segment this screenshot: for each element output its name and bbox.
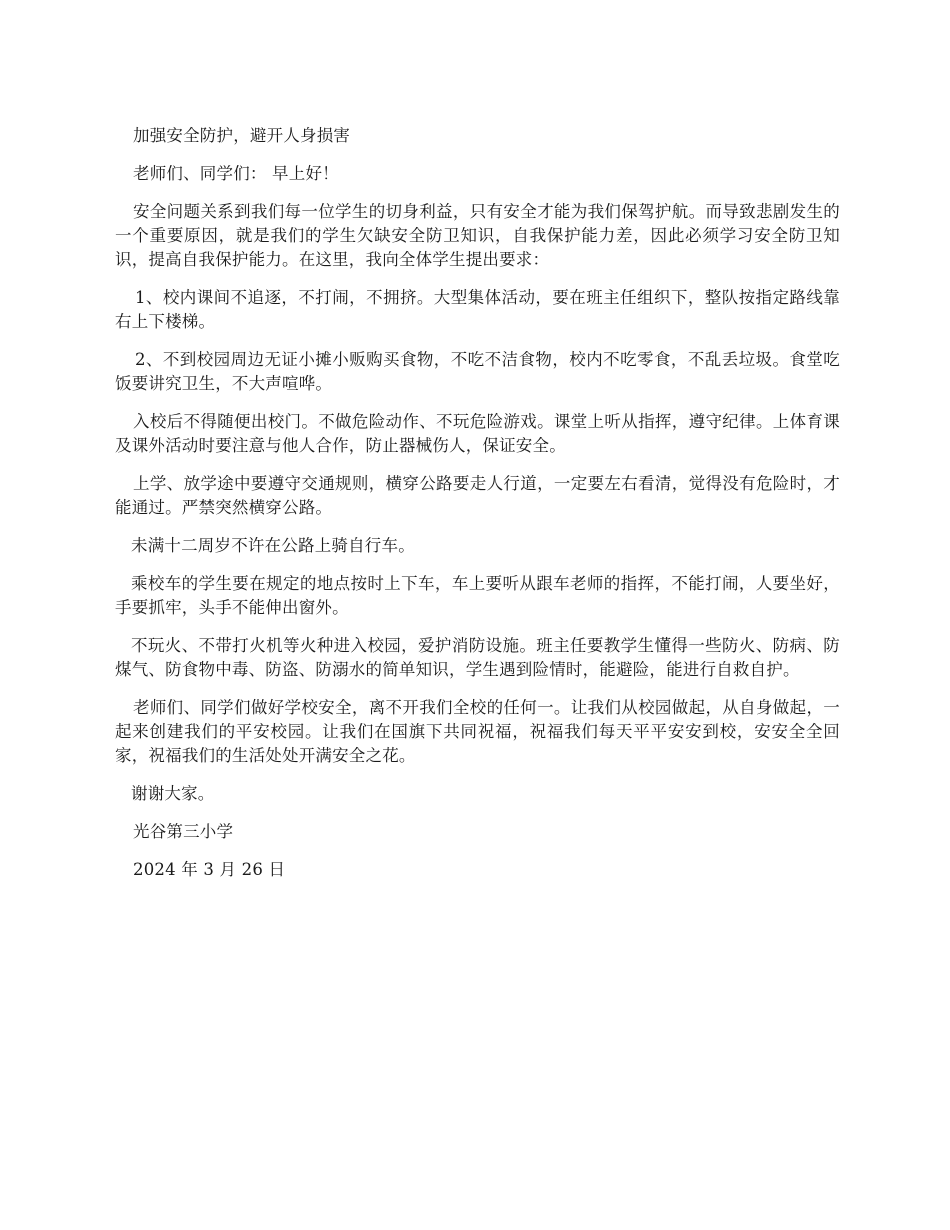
paragraph-rule-6: 乘校车的学生要在规定的地点按时上下车，车上要听从跟车老师的指挥，不能打闹，人要坐好，手要抓牢，头手不能伸出窗外。 bbox=[115, 574, 840, 617]
closing-thanks: 谢谢大家。 bbox=[131, 784, 215, 803]
document-title: 加强安全防护，避开人身损害 bbox=[133, 126, 351, 145]
paragraph-rule-3: 入校后不得随便出校门。不做危险动作、不玩危险游戏。课堂上听从指挥，遵守纪律。上体育课及课外活动时要注意与他人合作，防止器械伤人，保证安全。 bbox=[115, 412, 840, 455]
paragraph-conclusion: 老师们、同学们做好学校安全，离不开我们全校的任何一。让我们从校园做起，从自身做起，一起来创建我们的平安校园。让我们在国旗下共同祝福，祝福我们每天平平安安到校，安安全全回家，祝福我们的生活处处开满安全之花。 bbox=[115, 698, 840, 765]
signature: 光谷第三小学 bbox=[133, 822, 234, 841]
date: 2024 年 3 月 26 日 bbox=[133, 860, 286, 879]
paragraph-intro: 安全问题关系到我们每一位学生的切身利益，只有安全才能为我们保驾护航。而导致悲剧发生的一个重要原因，就是我们的学生欠缺安全防卫知识，自我保护能力差，因此必须学习安全防卫知识，提高自我保护能力。在这里，我向全体学生提出要求： bbox=[115, 202, 840, 269]
document-page bbox=[115, 124, 840, 896]
paragraph-rule-7: 不玩火、不带打火机等火种进入校园，爱护消防设施。班主任要教学生懂得一些防火、防病、防煤气、防食物中毒、防盗、防溺水的简单知识，学生遇到险情时，能避险，能进行自救自护。 bbox=[115, 636, 840, 679]
paragraph-rule-4: 上学、放学途中要遵守交通规则，横穿公路要走人行道，一定要左右看清，觉得没有危险时，才能通过。严禁突然横穿公路。 bbox=[115, 474, 840, 517]
greeting: 老师们、同学们： 早上好！ bbox=[133, 164, 339, 183]
paragraph-rule-1: 1、校内课间不追逐，不打闹，不拥挤。大型集体活动，要在班主任组织下，整队按指定路线靠右上下楼梯。 bbox=[115, 288, 840, 331]
paragraph-rule-5: 未满十二周岁不许在公路上骑自行车。 bbox=[131, 536, 415, 555]
paragraph-rule-2: 2、不到校园周边无证小摊小贩购买食物，不吃不洁食物，校内不吃零食，不乱丢垃圾。食堂吃饭要讲究卫生，不大声喧哗。 bbox=[115, 350, 840, 393]
